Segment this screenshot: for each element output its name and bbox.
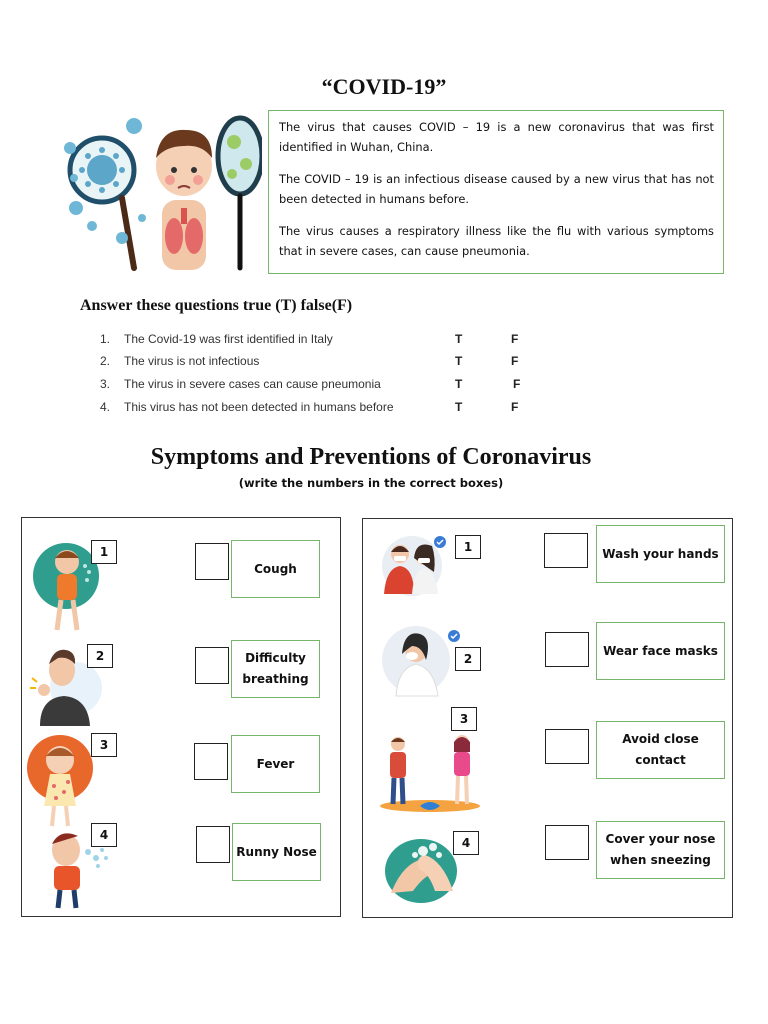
quiz-item-number: 4. xyxy=(100,400,111,414)
right-magnifier-icon xyxy=(218,118,262,268)
symptom-answer-box[interactable] xyxy=(195,543,229,580)
prevention-number-label: 1 xyxy=(455,535,481,559)
symptom-number-label: 2 xyxy=(87,644,113,668)
true-option[interactable]: T xyxy=(455,400,463,414)
prevention-label: Avoid close contact xyxy=(596,721,725,779)
symptom-answer-box[interactable] xyxy=(196,826,230,863)
section-title: Symptoms and Preventions of Coronavirus xyxy=(150,444,592,470)
quiz-item xyxy=(0,332,768,352)
false-option[interactable]: F xyxy=(513,377,521,391)
quiz-item-text: The Covid-19 was first identified in Italy xyxy=(124,332,333,346)
prevention-answer-box[interactable] xyxy=(544,533,588,568)
quiz-item-text: This virus has not been detected in humans before xyxy=(124,400,394,414)
section-subtitle: (write the numbers in the correct boxes) xyxy=(238,476,504,490)
quiz-item-number: 2. xyxy=(100,354,111,368)
prevention-answer-box[interactable] xyxy=(545,825,589,860)
intro-paragraph: The virus that causes COVID – 19 is a new coronavirus that was first identified in Wuhan, China. xyxy=(279,120,714,154)
intro-paragraph: The virus causes a respiratory illness like the flu with various symptoms that in severe cases, can cause pneumonia. xyxy=(279,224,714,258)
prevention-number-label: 2 xyxy=(455,647,481,671)
masked-people-illustration xyxy=(380,532,450,598)
quiz-item-number: 1. xyxy=(100,332,111,346)
intro-paragraph: The COVID – 19 is an infectious disease caused by a new virus that has not been detected in humans before. xyxy=(279,172,714,206)
quiz-heading: Answer these questions true (T) false(F) xyxy=(80,297,353,314)
symptom-answer-box[interactable] xyxy=(195,647,229,684)
quiz-item xyxy=(0,377,768,397)
symptom-label: Runny Nose xyxy=(232,823,321,881)
prevention-label: Wear face masks xyxy=(596,622,725,680)
false-option[interactable]: F xyxy=(511,332,519,346)
symptom-answer-box[interactable] xyxy=(194,743,228,780)
sneezing-woman-illustration xyxy=(382,624,462,698)
quiz-item xyxy=(0,354,768,374)
true-option[interactable]: T xyxy=(455,377,463,391)
false-option[interactable]: F xyxy=(511,400,519,414)
fever-illustration xyxy=(26,734,96,830)
washing-hands-illustration xyxy=(383,833,461,905)
symptom-number-label: 4 xyxy=(91,823,117,847)
social-distance-illustration xyxy=(380,732,480,814)
true-option[interactable]: T xyxy=(455,354,463,368)
page-title: “COVID-19” xyxy=(321,74,447,99)
symptom-number-label: 1 xyxy=(91,540,117,564)
prevention-label: Wash your hands xyxy=(596,525,725,583)
quiz-item-text: The virus in severe cases can cause pneumonia xyxy=(124,377,381,391)
symptom-label: Cough xyxy=(231,540,320,598)
prevention-answer-box[interactable] xyxy=(545,632,589,667)
symptom-number-label: 3 xyxy=(91,733,117,757)
sick-boy-figure xyxy=(156,130,212,270)
prevention-label: Cover your nose when sneezing xyxy=(596,821,725,879)
symptom-label: Fever xyxy=(231,735,320,793)
quiz-item-number: 3. xyxy=(100,377,111,391)
cough-illustration xyxy=(33,540,99,636)
boy-with-magnifiers-illustration xyxy=(62,108,262,274)
true-option[interactable]: T xyxy=(455,332,463,346)
intro-text-box xyxy=(268,110,724,274)
prevention-number-label: 3 xyxy=(451,707,477,731)
quiz-item xyxy=(0,400,768,420)
prevention-answer-box[interactable] xyxy=(545,729,589,764)
quiz-item-text: The virus is not infectious xyxy=(124,354,260,368)
prevention-number-label: 4 xyxy=(453,831,479,855)
false-option[interactable]: F xyxy=(511,354,519,368)
symptom-label: Difficulty breathing xyxy=(231,640,320,698)
